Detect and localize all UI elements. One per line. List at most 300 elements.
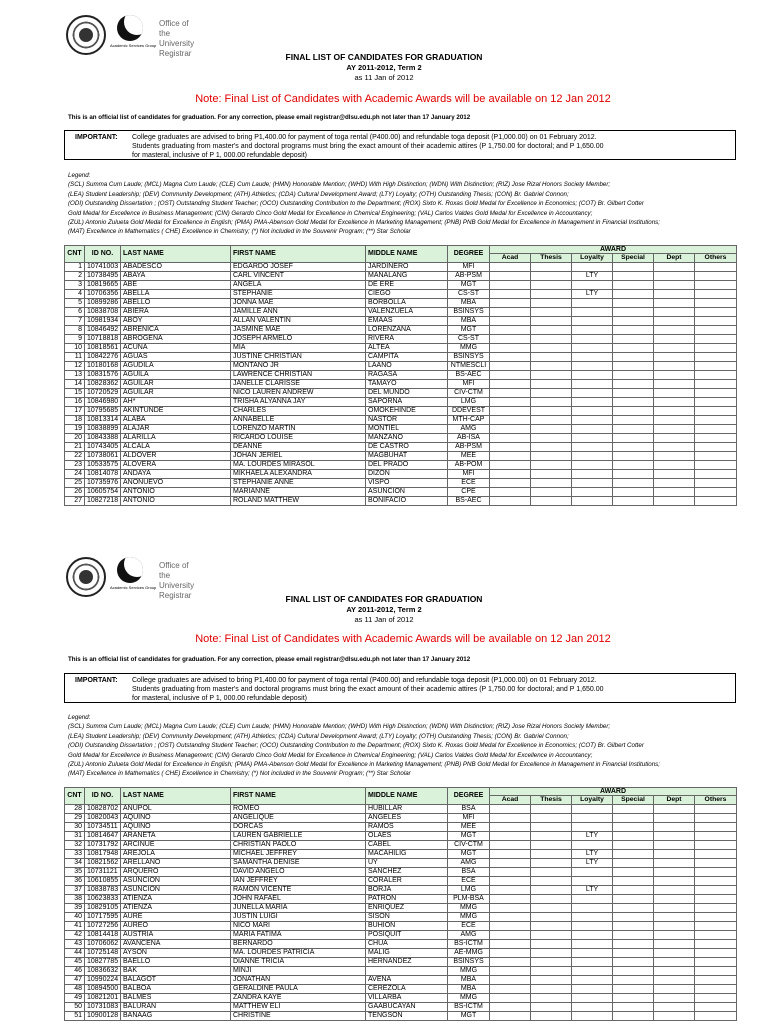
cell-last-name: AGUDILA <box>121 362 231 371</box>
table-row <box>65 895 737 904</box>
cell-cnt: 18 <box>65 416 85 425</box>
cell-acad <box>490 317 531 326</box>
cell-id: 10829105 <box>85 904 121 913</box>
cell-thesis <box>531 904 572 913</box>
cell-special <box>613 904 654 913</box>
cell-others <box>695 461 737 470</box>
cell-thesis <box>531 497 572 506</box>
table-row <box>65 290 737 299</box>
cell-degree: BS-ICTM <box>448 940 490 949</box>
col-header-cnt: CNT <box>65 788 85 805</box>
col-header-special: Special <box>613 796 654 805</box>
cell-others <box>695 299 737 308</box>
cell-special <box>613 416 654 425</box>
table-row <box>65 868 737 877</box>
legend-line: (ZUL) Antonio Zulueta Gold Medal for Excellence in English; (PMA) PMA-Abenson Gold Medal for Excellence in Marketing Management; (PNB) PNB Gold Medal for Excellence in Management in Financial Institutions; <box>68 761 660 769</box>
cell-thesis <box>531 335 572 344</box>
cell-loyalty <box>572 479 613 488</box>
cell-loyalty <box>572 308 613 317</box>
cell-middle-name: MANALANG <box>366 272 448 281</box>
cell-loyalty: LTY <box>572 850 613 859</box>
cell-special <box>613 497 654 506</box>
cell-last-name: AUREO <box>121 922 231 931</box>
cell-thesis <box>531 841 572 850</box>
cell-last-name: ALDOVER <box>121 452 231 461</box>
cell-cnt: 29 <box>65 814 85 823</box>
cell-last-name: ARELLANO <box>121 859 231 868</box>
cell-first-name: MARIA FATIMA <box>231 931 366 940</box>
cell-acad <box>490 290 531 299</box>
cell-loyalty <box>572 398 613 407</box>
cell-others <box>695 823 737 832</box>
cell-dept <box>654 1003 695 1012</box>
cell-middle-name: VILLARBA <box>366 994 448 1003</box>
table-row <box>65 488 737 497</box>
cell-first-name: DORCAS <box>231 823 366 832</box>
cell-loyalty <box>572 940 613 949</box>
legend-line: (LEA) Student Leadership; (DEV) Community Development; (ATH) Athletics; (CDA) Cultural Development Award; (LTY) Loyalty; (OTH) Outstanding Thesis; (CON) Br. Gabriel Connon; <box>68 190 569 198</box>
cell-degree: ECE <box>448 922 490 931</box>
cell-dept <box>654 931 695 940</box>
cell-cnt: 47 <box>65 976 85 985</box>
cell-first-name: MA. LOURDES MIRASOL <box>231 461 366 470</box>
cell-middle-name: MALIG <box>366 949 448 958</box>
cell-thesis <box>531 281 572 290</box>
cell-loyalty <box>572 281 613 290</box>
col-header-last-name: LAST NAME <box>121 246 231 263</box>
cell-last-name: AGUILAR <box>121 380 231 389</box>
cell-degree: MFI <box>448 814 490 823</box>
cell-dept <box>654 281 695 290</box>
cell-loyalty <box>572 461 613 470</box>
cell-loyalty <box>572 443 613 452</box>
cell-dept <box>654 895 695 904</box>
cell-first-name: MATTHEW ELI <box>231 1003 366 1012</box>
cell-acad <box>490 362 531 371</box>
cell-others <box>695 877 737 886</box>
cell-others <box>695 452 737 461</box>
cell-special <box>613 389 654 398</box>
cell-last-name: AREJOLA <box>121 850 231 859</box>
cell-thesis <box>531 823 572 832</box>
cell-last-name: BALBOA <box>121 985 231 994</box>
cell-loyalty <box>572 958 613 967</box>
cell-dept <box>654 434 695 443</box>
col-header-first-name: FIRST NAME <box>231 788 366 805</box>
cell-others <box>695 389 737 398</box>
cell-special <box>613 344 654 353</box>
table-row <box>65 461 737 470</box>
cell-degree: PLM-BSA <box>448 895 490 904</box>
cell-thesis <box>531 488 572 497</box>
cell-loyalty: LTY <box>572 290 613 299</box>
cell-middle-name: TENGSON <box>366 1012 448 1021</box>
legend-line: (SCL) Summa Cum Laude; (MCL) Magna Cum Laude; (CLE) Cum Laude; (HMN) Honorable Mention; (WHD) With High Distinction; (WDN) With Distinction; (RIZ) Jose Rizal Honors Society Member; <box>68 181 611 189</box>
as-of-date: as 11 Jan of 2012 <box>354 615 414 624</box>
legend-title: Legend: <box>68 172 91 179</box>
cell-last-name: ALARILLA <box>121 434 231 443</box>
cell-id: 10623833 <box>85 895 121 904</box>
cell-others <box>695 886 737 895</box>
cell-last-name: AURE <box>121 913 231 922</box>
cell-dept <box>654 868 695 877</box>
cell-first-name: EDGARDO JOSEF <box>231 263 366 272</box>
cell-loyalty <box>572 895 613 904</box>
cell-last-name: AQUINO <box>121 814 231 823</box>
cell-id: 10818561 <box>85 344 121 353</box>
cell-thesis <box>531 931 572 940</box>
cell-degree: MMG <box>448 967 490 976</box>
legend-line: Gold Medal for Excellence in Business Management; (CIN) Gerardo Cinco Gold Medal for Excellence in Chemical Engineering; (VAL) Carlos Valdes Gold Medal for Excellence in Accountancy; <box>68 209 593 217</box>
cell-special <box>613 805 654 814</box>
cell-thesis <box>531 850 572 859</box>
cell-id: 10795685 <box>85 407 121 416</box>
cell-first-name: BERNARDO <box>231 940 366 949</box>
cell-last-name: ABE <box>121 281 231 290</box>
cell-acad <box>490 922 531 931</box>
table-row <box>65 850 737 859</box>
cell-id: 10738495 <box>85 272 121 281</box>
cell-dept <box>654 380 695 389</box>
cell-last-name: ATIENZA <box>121 904 231 913</box>
cell-special <box>613 841 654 850</box>
cell-acad <box>490 895 531 904</box>
cell-others <box>695 470 737 479</box>
important-line: for masteral, inclusive of P 1, 000.00 refundable deposit) <box>132 695 307 702</box>
cell-loyalty <box>572 877 613 886</box>
cell-cnt: 5 <box>65 299 85 308</box>
cell-middle-name: HERNANDEZ <box>366 958 448 967</box>
cell-thesis <box>531 290 572 299</box>
cell-middle-name: SANCHEZ <box>366 868 448 877</box>
cell-degree: MFI <box>448 380 490 389</box>
cell-acad <box>490 940 531 949</box>
cell-id: 10706356 <box>85 290 121 299</box>
col-header-thesis: Thesis <box>531 796 572 805</box>
cell-cnt: 13 <box>65 371 85 380</box>
table-row <box>65 434 737 443</box>
cell-degree: BSA <box>448 868 490 877</box>
cell-dept <box>654 317 695 326</box>
cell-dept <box>654 904 695 913</box>
cell-last-name: AKINTUNDE <box>121 407 231 416</box>
cell-middle-name: MONTIEL <box>366 425 448 434</box>
cell-id: 10731121 <box>85 868 121 877</box>
cell-thesis <box>531 479 572 488</box>
table-row <box>65 308 737 317</box>
cell-acad <box>490 344 531 353</box>
cell-id: 10827785 <box>85 958 121 967</box>
cell-degree: MMG <box>448 994 490 1003</box>
cell-others <box>695 1003 737 1012</box>
cell-loyalty <box>572 371 613 380</box>
cell-last-name: ATIENZA <box>121 895 231 904</box>
important-line: for masteral, inclusive of P 1, 000.00 refundable deposit) <box>132 152 307 159</box>
cell-middle-name: DEL MUNDO <box>366 389 448 398</box>
cell-thesis <box>531 868 572 877</box>
legend-line: (MAT) Excellence in Mathematics ( CHE) Excellence in Chemistry; (*) Not included in the Souvenir Program; (**) Star Scholar <box>68 228 411 236</box>
cell-degree: MBA <box>448 976 490 985</box>
cell-middle-name: OLAES <box>366 832 448 841</box>
cell-id: 10717595 <box>85 913 121 922</box>
cell-degree: MBA <box>448 317 490 326</box>
cell-thesis <box>531 326 572 335</box>
cell-loyalty: LTY <box>572 272 613 281</box>
col-header-loyalty: Loyalty <box>572 254 613 263</box>
cell-special <box>613 371 654 380</box>
cell-special <box>613 859 654 868</box>
cell-cnt: 10 <box>65 344 85 353</box>
cell-first-name: ALLAN VALENTIN <box>231 317 366 326</box>
cell-dept <box>654 958 695 967</box>
cell-special <box>613 922 654 931</box>
cell-others <box>695 805 737 814</box>
cell-first-name: JUSTINE CHRISTIAN <box>231 353 366 362</box>
cell-id: 10741003 <box>85 263 121 272</box>
col-header-thesis: Thesis <box>531 254 572 263</box>
cell-others <box>695 931 737 940</box>
table-row <box>65 823 737 832</box>
cell-acad <box>490 931 531 940</box>
cell-thesis <box>531 344 572 353</box>
cell-thesis <box>531 353 572 362</box>
cell-cnt: 33 <box>65 850 85 859</box>
cell-others <box>695 895 737 904</box>
cell-loyalty <box>572 353 613 362</box>
legend <box>68 713 660 779</box>
cell-thesis <box>531 1012 572 1021</box>
table-row <box>65 344 737 353</box>
cell-dept <box>654 479 695 488</box>
cell-others <box>695 850 737 859</box>
cell-acad <box>490 272 531 281</box>
cell-others <box>695 398 737 407</box>
table-row <box>65 967 737 976</box>
cell-id: 10846980 <box>85 398 121 407</box>
col-header-last-name: LAST NAME <box>121 788 231 805</box>
cell-dept <box>654 452 695 461</box>
cell-first-name: RICARDO LOUISE <box>231 434 366 443</box>
cell-last-name: ARANETA <box>121 832 231 841</box>
cell-cnt: 27 <box>65 497 85 506</box>
cell-others <box>695 326 737 335</box>
cell-cnt: 2 <box>65 272 85 281</box>
legend-line: (ODI) Outstanding Dissertation ; (OST) Outstanding Student Teacher; (OCO) Outstanding Contribution to the Department; (ROX) Sixto K. Roxas Gold Medal for Excellence in Economics; (COT) Br. Gilbert Cotter <box>68 200 644 208</box>
cell-loyalty <box>572 868 613 877</box>
cell-last-name: ABIERA <box>121 308 231 317</box>
cell-thesis <box>531 362 572 371</box>
cell-thesis <box>531 452 572 461</box>
cell-dept <box>654 823 695 832</box>
cell-cnt: 45 <box>65 958 85 967</box>
cell-degree: AMG <box>448 425 490 434</box>
cell-special <box>613 380 654 389</box>
cell-loyalty <box>572 994 613 1003</box>
cell-last-name: ARCINUE <box>121 841 231 850</box>
cell-others <box>695 976 737 985</box>
cell-last-name: AGUAS <box>121 353 231 362</box>
cell-cnt: 48 <box>65 985 85 994</box>
cell-others <box>695 479 737 488</box>
cell-id: 10821562 <box>85 859 121 868</box>
awards-note: Note: Final List of Candidates with Academic Awards will be available on 12 Jan 2012 <box>195 93 611 105</box>
cell-id: 10828702 <box>85 805 121 814</box>
cell-cnt: 30 <box>65 823 85 832</box>
cell-special <box>613 299 654 308</box>
cell-middle-name: BONIFACIO <box>366 497 448 506</box>
cell-others <box>695 434 737 443</box>
cell-degree: MGT <box>448 326 490 335</box>
table-row <box>65 805 737 814</box>
cell-acad <box>490 353 531 362</box>
academic-year: AY 2011-2012, Term 2 <box>346 605 422 614</box>
cell-thesis <box>531 805 572 814</box>
cell-last-name: ABADESCO <box>121 263 231 272</box>
cell-acad <box>490 958 531 967</box>
cell-first-name: MIA <box>231 344 366 353</box>
cell-cnt: 23 <box>65 461 85 470</box>
cell-others <box>695 416 737 425</box>
table-row <box>65 994 737 1003</box>
cell-others <box>695 371 737 380</box>
cell-middle-name: HUBILLAR <box>366 805 448 814</box>
cell-last-name: ANUPOL <box>121 805 231 814</box>
cell-middle-name: NASTOR <box>366 416 448 425</box>
table-row <box>65 922 737 931</box>
cell-dept <box>654 263 695 272</box>
cell-cnt: 51 <box>65 1012 85 1021</box>
cell-loyalty <box>572 389 613 398</box>
cell-middle-name: BORJA <box>366 886 448 895</box>
cell-first-name: JONATHAN <box>231 976 366 985</box>
cell-acad <box>490 389 531 398</box>
cell-first-name: MICHAEL JEFFREY <box>231 850 366 859</box>
cell-others <box>695 335 737 344</box>
cell-id: 10706062 <box>85 940 121 949</box>
table-row <box>65 407 737 416</box>
cell-dept <box>654 407 695 416</box>
cell-middle-name: GAABUCAYAN <box>366 1003 448 1012</box>
cell-last-name: AYSON <box>121 949 231 958</box>
cell-thesis <box>531 949 572 958</box>
table-row <box>65 443 737 452</box>
cell-degree: BSINSYS <box>448 353 490 362</box>
cell-acad <box>490 832 531 841</box>
cell-others <box>695 272 737 281</box>
table-row <box>65 958 737 967</box>
col-header-degree: DEGREE <box>448 246 490 263</box>
cell-degree: AMG <box>448 859 490 868</box>
cell-middle-name: ASUNCION <box>366 488 448 497</box>
table-row <box>65 470 737 479</box>
important-line: Students graduating from master's and doctoral programs must bring the exact amount of their academic attires (P 1,750.00 for doctoral; and P 1,650.00 <box>132 143 604 150</box>
cell-loyalty <box>572 434 613 443</box>
cell-loyalty <box>572 425 613 434</box>
candidates-table <box>64 245 737 506</box>
cell-thesis <box>531 994 572 1003</box>
cell-loyalty <box>572 362 613 371</box>
table-row <box>65 497 737 506</box>
cell-last-name: ALOVERA <box>121 461 231 470</box>
cell-special <box>613 886 654 895</box>
cell-middle-name: LORENZANA <box>366 326 448 335</box>
cell-first-name: JOHAN JERIEL <box>231 452 366 461</box>
table-row <box>65 317 737 326</box>
cell-middle-name: RAMOS <box>366 823 448 832</box>
cell-first-name: CHRISTIAN PAOLO <box>231 841 366 850</box>
cell-cnt: 44 <box>65 949 85 958</box>
cell-loyalty: LTY <box>572 886 613 895</box>
cell-cnt: 50 <box>65 1003 85 1012</box>
cell-thesis <box>531 1003 572 1012</box>
table-row <box>65 931 737 940</box>
cell-id: 10846492 <box>85 326 121 335</box>
cell-dept <box>654 949 695 958</box>
cell-id: 10735976 <box>85 479 121 488</box>
cell-id: 10813314 <box>85 416 121 425</box>
cell-dept <box>654 272 695 281</box>
cell-id: 10819665 <box>85 281 121 290</box>
cell-first-name: ZANDRA KAYE <box>231 994 366 1003</box>
cell-middle-name: RAGASA <box>366 371 448 380</box>
cell-first-name: CARL VINCENT <box>231 272 366 281</box>
cell-acad <box>490 497 531 506</box>
cell-acad <box>490 985 531 994</box>
table-row <box>65 479 737 488</box>
table-row <box>65 976 737 985</box>
col-header-others: Others <box>695 254 737 263</box>
cell-id: 10981934 <box>85 317 121 326</box>
document-title: FINAL LIST OF CANDIDATES FOR GRADUATION <box>285 594 483 604</box>
cell-cnt: 38 <box>65 895 85 904</box>
cell-first-name: LAUREN GABRIELLE <box>231 832 366 841</box>
cell-special <box>613 832 654 841</box>
cell-acad <box>490 263 531 272</box>
cell-dept <box>654 344 695 353</box>
cell-middle-name: MACAHILIG <box>366 850 448 859</box>
cell-acad <box>490 913 531 922</box>
cell-others <box>695 317 737 326</box>
table-row <box>65 940 737 949</box>
cell-first-name: STEPHANIE ANNE <box>231 479 366 488</box>
cell-special <box>613 317 654 326</box>
cell-acad <box>490 380 531 389</box>
cell-loyalty <box>572 949 613 958</box>
table-row <box>65 985 737 994</box>
cell-id: 10725148 <box>85 949 121 958</box>
table-row <box>65 272 737 281</box>
cell-degree: CS-ST <box>448 290 490 299</box>
cell-degree: LMG <box>448 398 490 407</box>
cell-others <box>695 994 737 1003</box>
col-header-acad: Acad <box>490 254 531 263</box>
cell-loyalty <box>572 985 613 994</box>
cell-thesis <box>531 398 572 407</box>
cell-degree: DDEVEST <box>448 407 490 416</box>
col-header-dept: Dept <box>654 796 695 805</box>
cell-acad <box>490 479 531 488</box>
cell-others <box>695 868 737 877</box>
cell-thesis <box>531 913 572 922</box>
cell-cnt: 34 <box>65 859 85 868</box>
cell-degree: MGT <box>448 832 490 841</box>
cell-first-name: GERALDINE PAULA <box>231 985 366 994</box>
cell-middle-name: LAANO <box>366 362 448 371</box>
cell-others <box>695 1012 737 1021</box>
cell-cnt: 7 <box>65 317 85 326</box>
cell-dept <box>654 353 695 362</box>
cell-first-name: NICO MARI <box>231 922 366 931</box>
